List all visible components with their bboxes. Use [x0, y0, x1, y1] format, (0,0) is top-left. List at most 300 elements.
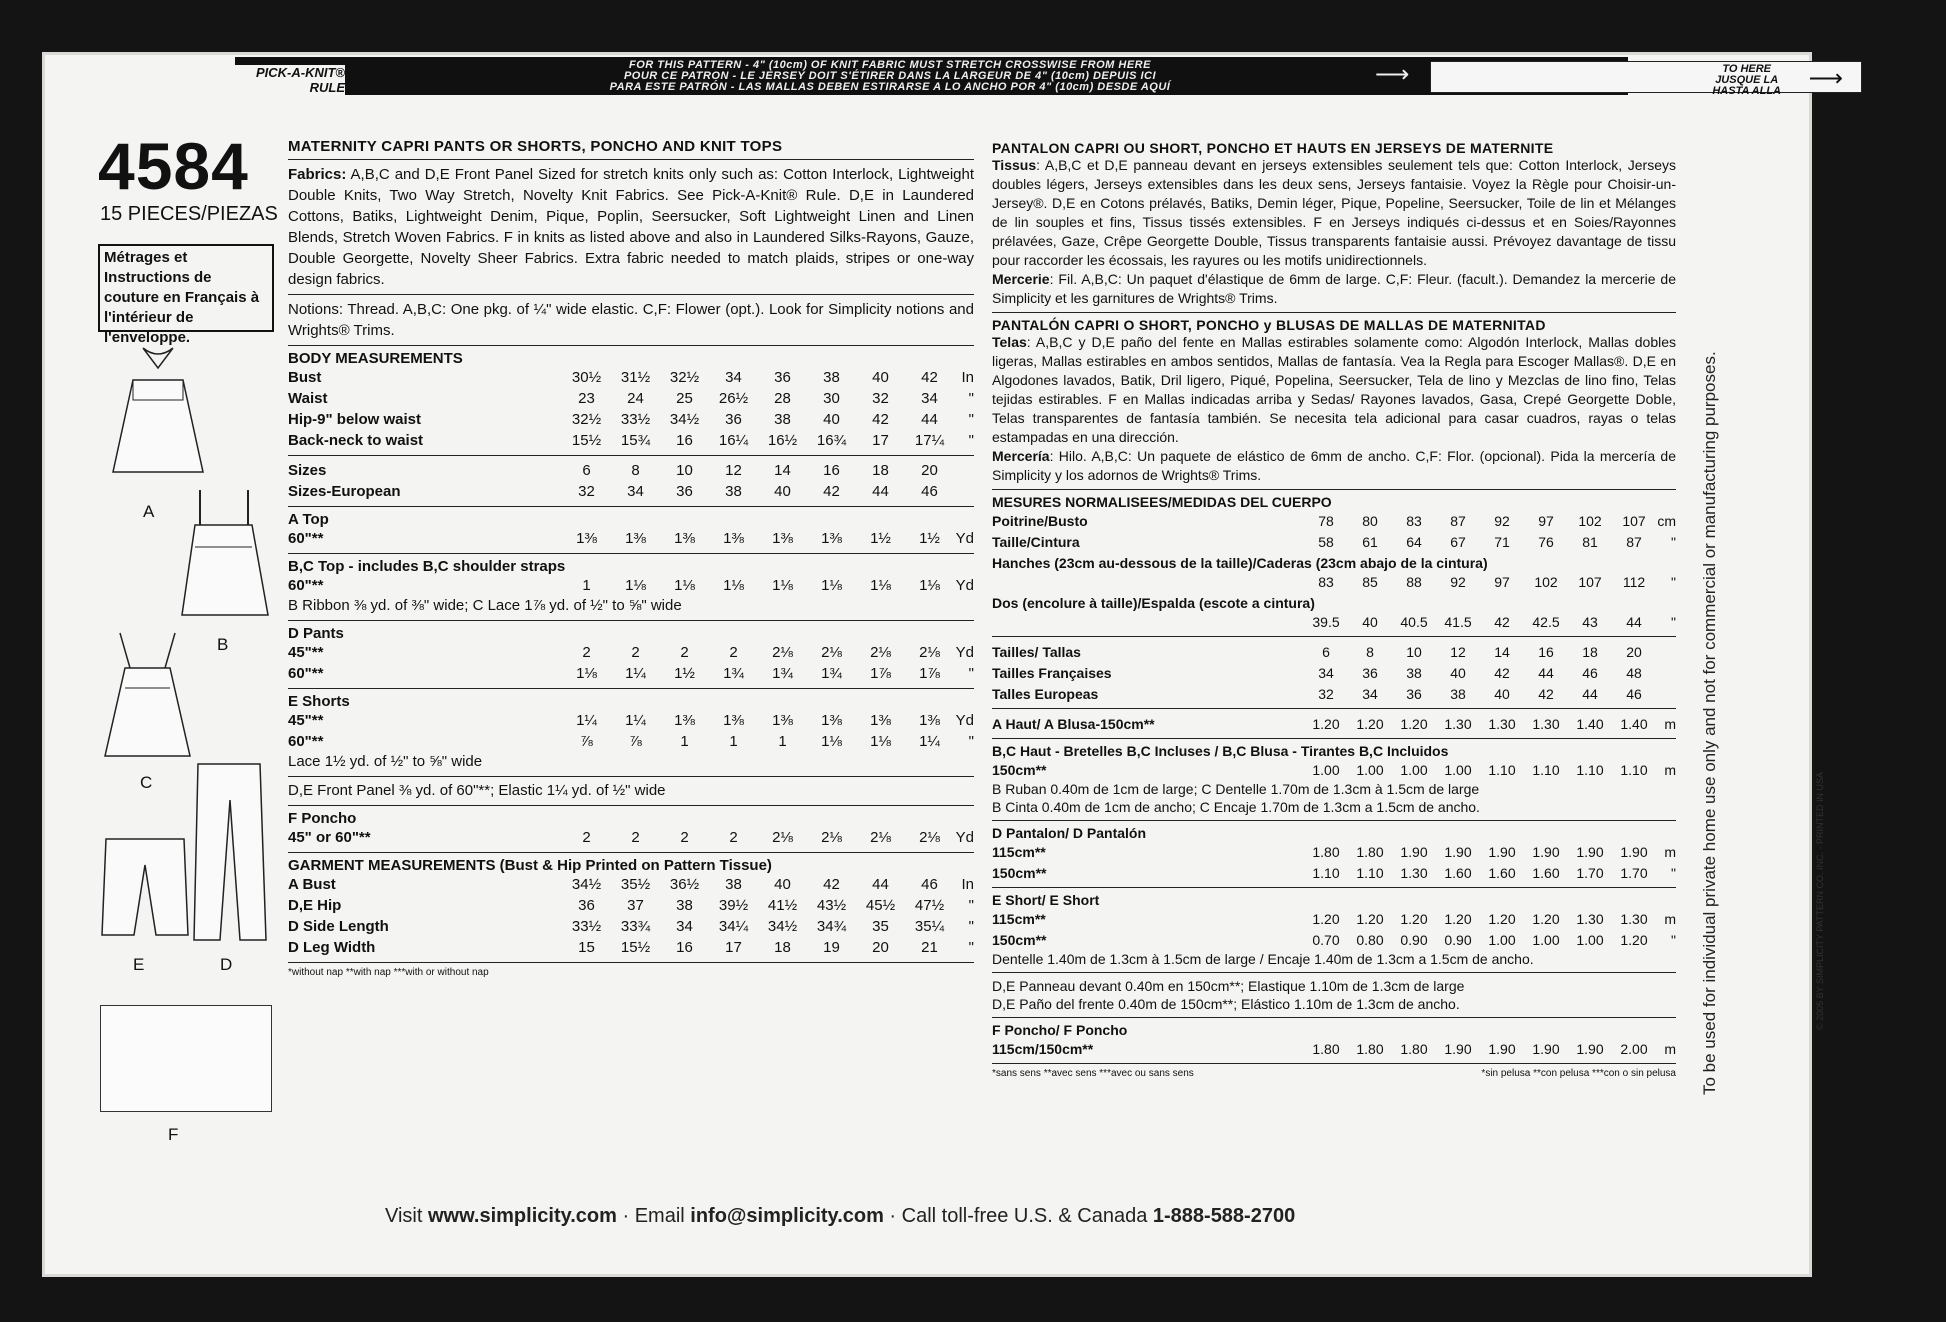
rule-end-box	[1430, 61, 1862, 97]
table-cell: 15½	[620, 939, 651, 956]
table-cell: 1.90	[1400, 843, 1428, 860]
table-cell: 1.80	[1356, 843, 1384, 860]
metric-footnotes: *sans sens **avec sens ***avec ou sans sens *sin pelusa **con pelusa ***con o sin pelusa	[992, 1068, 1676, 1079]
table-cell: 18	[774, 939, 791, 956]
table-cell: 38	[676, 897, 693, 914]
unit-cell	[954, 481, 974, 502]
metric-sizes-table	[992, 641, 1676, 704]
table-cell: 1.60	[1488, 864, 1516, 881]
table-cell: 2	[582, 829, 591, 846]
table-cell: 1.30	[1576, 910, 1604, 927]
table-row	[992, 1038, 1676, 1059]
metric-bc-top-table	[992, 759, 1676, 780]
table-cell: 1.90	[1444, 1040, 1472, 1057]
table-cell: 16½	[767, 432, 798, 449]
garment-measurements-header: GARMENT MEASUREMENTS (Bust & Hip Printed on Pattern Tissue)	[288, 857, 772, 874]
table-cell: 20	[921, 462, 938, 479]
table-cell: 1½	[674, 665, 695, 682]
table-cell: 1.10	[1312, 864, 1340, 881]
table-cell: 42	[823, 876, 840, 893]
table-cell: 32	[578, 483, 595, 500]
table-row	[992, 683, 1676, 704]
view-d-sketch	[190, 760, 270, 945]
row-label: 45"**	[288, 644, 324, 661]
view-f-sketch	[100, 1005, 272, 1112]
table-cell: 40	[872, 369, 889, 386]
table-cell: 1.40	[1620, 715, 1648, 732]
table-cell: 18	[872, 462, 889, 479]
table-cell: 34	[1318, 664, 1334, 681]
table-cell: 58	[1318, 533, 1334, 550]
table-cell: 15¾	[620, 432, 651, 449]
table-cell: 1⅜	[772, 530, 793, 547]
table-cell: 36	[774, 369, 791, 386]
table-cell: 41½	[767, 897, 798, 914]
unit-cell: Yd	[955, 530, 974, 547]
panel-fr: D,E Panneau devant 0.40m en 150cm**; Elastique 1.10m de 1.3cm de large	[992, 978, 1465, 994]
table-cell: 34	[627, 483, 644, 500]
table-cell: 14	[1494, 643, 1510, 660]
table-cell: 1⅜	[821, 530, 842, 547]
table-cell: 1.10	[1356, 864, 1384, 881]
table-row	[288, 710, 974, 731]
table-row	[992, 641, 1676, 662]
table-cell: 67	[1450, 533, 1466, 550]
e-shorts-note: Lace 1½ yd. of ½" to ⅝" wide	[288, 753, 483, 770]
bc-haut-title: B,C Haut - Bretelles B,C Incluses / B,C Blusa - Tirantes B,C Incluidos	[992, 743, 1449, 759]
table-cell: 16	[676, 432, 693, 449]
table-cell: 2	[729, 829, 738, 846]
table-cell: 1.80	[1312, 1040, 1340, 1057]
es-merceria: Mercería: Hilo. A,B,C: Un paquete de elástico de 6mm de ancho. C,F: Flor. (opcional). Pida la mercería de Simplicity y los adornos de Wrights® Trims.	[992, 448, 1676, 483]
table-cell: 32½	[669, 369, 700, 386]
bc-note-es: B Cinta 0.40m de 1cm de ancho; C Encaje 1.70m de 1.3cm a 1.5cm de ancho.	[992, 799, 1480, 815]
table-cell: 41.5	[1444, 613, 1472, 630]
table-cell: 97	[1494, 573, 1510, 590]
unit-cell: "	[968, 733, 974, 750]
table-cell: ⅞	[629, 733, 642, 750]
unit-cell: "	[1671, 864, 1676, 881]
row-label: 115cm**	[992, 843, 1046, 860]
arrow-right-icon: ⟶	[1375, 61, 1410, 88]
table-cell: 32	[1318, 685, 1334, 702]
view-label-e: E	[133, 955, 145, 974]
e-note: Dentelle 1.40m de 1.3cm à 1.5cm de large / Encaje 1.40m de 1.3cm a 1.5cm de ancho.	[992, 951, 1534, 967]
table-cell: 1¾	[723, 665, 744, 682]
row-label: Tailles Françaises	[992, 664, 1112, 681]
table-cell: 1.90	[1620, 843, 1648, 860]
row-label: Talles Europeas	[992, 685, 1099, 702]
table-cell: 61	[1362, 533, 1378, 550]
unit-cell: "	[968, 897, 974, 914]
table-cell: 1⅜	[625, 530, 646, 547]
table-cell: 1¼	[576, 712, 597, 729]
row-label: 45" or 60"**	[288, 829, 371, 846]
row-label	[992, 571, 1304, 592]
bc-top-title: B,C Top - includes B,C shoulder straps	[288, 558, 566, 575]
table-cell: 1.80	[1400, 1040, 1428, 1057]
table-cell: 39½	[718, 897, 749, 914]
table-cell: 1¼	[625, 665, 646, 682]
contact-line: Visit www.simplicity.com · Email info@simplicity.com · Call toll-free U.S. & Canada 1-888-588-2700	[385, 1205, 1296, 1227]
table-row	[288, 642, 974, 663]
bc-top-table	[288, 575, 974, 596]
table-cell: 102	[1578, 512, 1602, 529]
table-row	[288, 874, 974, 895]
row-label: 150cm**	[992, 931, 1047, 948]
rule-label: PICK-A-KNIT® RULE	[235, 65, 345, 95]
table-cell: 16¼	[718, 432, 749, 449]
table-cell: 2	[582, 644, 591, 661]
table-cell: 34¾	[816, 918, 847, 935]
metric-a-top-table	[992, 713, 1676, 734]
table-cell: 1.20	[1356, 715, 1384, 732]
d-pantalon-title: D Pantalon/ D Pantalón	[992, 825, 1147, 841]
table-cell: 30	[823, 390, 840, 407]
table-cell: 1⅛	[870, 577, 891, 594]
metric-back-table	[992, 611, 1676, 632]
table-cell: 6	[1322, 643, 1330, 660]
table-row	[992, 531, 1676, 552]
unit-cell: "	[1671, 573, 1676, 590]
pattern-number: 4584	[98, 129, 249, 203]
table-cell: 42	[1494, 664, 1510, 681]
table-cell: 46	[921, 876, 938, 893]
row-label: Sizes	[288, 462, 327, 479]
table-cell: 15	[578, 939, 595, 956]
row-label: 115cm/150cm**	[992, 1040, 1094, 1057]
table-cell: 36	[1362, 664, 1378, 681]
row-label: 150cm**	[992, 761, 1047, 778]
table-cell: 35	[872, 918, 889, 935]
table-cell: 31½	[620, 369, 651, 386]
table-cell: 1¼	[919, 733, 940, 750]
table-cell: 32	[872, 390, 889, 407]
table-cell: 1.30	[1620, 910, 1648, 927]
table-cell: 88	[1406, 573, 1422, 590]
unit-cell: "	[968, 918, 974, 935]
table-cell: 1¾	[821, 665, 842, 682]
table-cell: 1	[729, 733, 738, 750]
table-cell: 1⅛	[723, 577, 744, 594]
table-cell: 0.90	[1400, 931, 1428, 948]
garment-measurements-table	[288, 874, 974, 958]
table-cell: 44	[872, 483, 889, 500]
table-row	[288, 937, 974, 958]
table-cell: 1.20	[1400, 715, 1428, 732]
table-cell: 87	[1626, 533, 1642, 550]
view-label-a: A	[143, 502, 155, 521]
table-cell: 1.70	[1576, 864, 1604, 881]
rule-text	[440, 60, 1340, 93]
table-cell: 1.00	[1532, 931, 1560, 948]
table-cell: 39.5	[1312, 613, 1340, 630]
unit-cell	[1656, 662, 1676, 683]
fr-tissus: Tissus: A,B,C et D,E panneau devant en jerseys extensibles seulement tels que: Cotton Interlock, Jerseys doubles légers, Jerseys extensibles dans les deux sens, Jerseys fantaisie. Voyez la Règle pour Choisir-un-Jersey®. D,E en Cotons prélavés, Batiks, Demin léger, Pique, Popeline, Seersucker, Toile de lin et Mélanges de lin souples et fins, Tissus tissés extensibles. F en Jerseys indiqués ci-dessus et en Soies/Rayonnes prélavées, Gaze, Crêpe Georgette Double, Tissus transparents fantaisie aussi. Prévoyez davantage de tissu pour raccorder les écossais, les rayures ou les motifs unidirectionnels.	[992, 157, 1676, 268]
french-instructions-box: Métrages et Instructions de couture en Français à l'intérieur de l'enveloppe.	[98, 244, 274, 332]
view-c-sketch	[100, 628, 195, 763]
d-pants-title: D Pants	[288, 625, 344, 642]
copyright-notice: © 2005 BY SIMPLICITY PATTERN CO. INC. · PRINTED IN USA	[1815, 771, 1825, 1030]
table-row	[288, 388, 974, 409]
en-fabrics: Fabrics: A,B,C and D,E Front Panel Sized for stretch knits only such as: Cotton Interlock, Lightweight Double Knits, Two Way Stretch, Novelty Knit Fabrics. See Pick-A-Knit® Rule. D,E in Laundered Cottons, Batiks, Lightweight Denim, Pique, Poplin, Seersucker, Soft Lightweight Linen and Linen Blends, Stretch Woven Fabrics. F in knits as listed above and also in Laundered Silks-Rayons, Gauze, Double Georgette, Novelty Sheer Fabrics. Extra fabric needed to match plaids, stripes or one-way design fabrics.	[288, 166, 974, 288]
row-label: 115cm**	[992, 910, 1046, 927]
hanches-label: Hanches (23cm au-dessous de la taille)/Caderas (23cm abajo de la cintura)	[992, 555, 1488, 571]
table-cell: 1.20	[1444, 910, 1472, 927]
table-row	[288, 409, 974, 430]
table-cell: 40	[823, 411, 840, 428]
metric-d-table	[992, 841, 1676, 883]
pieces-count: 15 PIECES/PIEZAS	[100, 203, 278, 225]
table-cell: 1¾	[772, 665, 793, 682]
e-shorts-title: E Shorts	[288, 693, 350, 710]
table-cell: 64	[1406, 533, 1422, 550]
unit-cell	[1656, 641, 1676, 662]
a-top-title: A Top	[288, 511, 329, 528]
rule-line-es: PARA ESTE PATRÓN - LAS MALLAS DEBEN ESTIRARSE A LO ANCHO POR 4" (10cm) DESDE AQUÍ	[609, 81, 1171, 93]
table-cell: 40	[1362, 613, 1378, 630]
table-cell: 1⅜	[919, 712, 940, 729]
table-cell: 1.40	[1576, 715, 1604, 732]
table-cell: 81	[1582, 533, 1598, 550]
table-cell: 36	[1406, 685, 1422, 702]
rule-line-en: FOR THIS PATTERN - 4" (10cm) OF KNIT FABRIC MUST STRETCH CROSSWISE FROM HERE	[629, 59, 1151, 71]
table-cell: 17	[725, 939, 742, 956]
table-cell: 33¾	[620, 918, 651, 935]
table-cell: 20	[872, 939, 889, 956]
table-row	[992, 841, 1676, 862]
table-cell: 42	[872, 411, 889, 428]
unit-cell: Yd	[955, 829, 974, 846]
table-cell: 107	[1578, 573, 1602, 590]
table-cell: 10	[1406, 643, 1422, 660]
table-cell: 1.30	[1532, 715, 1560, 732]
f-poncho-title: F Poncho	[288, 810, 357, 827]
table-cell: 0.70	[1312, 931, 1340, 948]
table-cell: 83	[1406, 512, 1422, 529]
table-cell: 44	[872, 876, 889, 893]
table-row	[288, 481, 974, 502]
table-cell: 16	[1538, 643, 1554, 660]
table-cell: 1½	[919, 530, 940, 547]
table-cell: 0.80	[1356, 931, 1384, 948]
table-cell: 48	[1626, 664, 1642, 681]
table-cell: 92	[1450, 573, 1466, 590]
table-cell: 43½	[816, 897, 847, 914]
table-cell: 42	[1538, 685, 1554, 702]
table-cell: 1⅜	[674, 530, 695, 547]
row-label: D Side Length	[288, 918, 389, 935]
unit-cell: In	[961, 876, 974, 893]
table-cell: 46	[1582, 664, 1598, 681]
table-cell: 1.10	[1620, 761, 1648, 778]
table-cell: 10	[676, 462, 693, 479]
row-label: D,E Hip	[288, 897, 342, 914]
view-label-d: D	[220, 955, 233, 974]
metric-bust-waist-table	[992, 510, 1676, 552]
table-row	[288, 575, 974, 596]
table-cell: 1.00	[1356, 761, 1384, 778]
table-cell: 2	[631, 644, 640, 661]
table-cell: 16	[676, 939, 693, 956]
table-cell: 1.00	[1444, 761, 1472, 778]
table-cell: 16	[823, 462, 840, 479]
email-link[interactable]: info@simplicity.com	[690, 1205, 884, 1227]
table-cell: 46	[1626, 685, 1642, 702]
unit-cell: "	[1671, 533, 1676, 550]
table-cell: 12	[1450, 643, 1466, 660]
table-cell: 2⅛	[772, 829, 793, 846]
e-short-title: E Short/ E Short	[992, 892, 1100, 908]
table-cell: 78	[1318, 512, 1334, 529]
table-cell: 1.20	[1312, 715, 1340, 732]
table-row	[288, 731, 974, 752]
row-label: Back-neck to waist	[288, 432, 424, 449]
table-cell: 2⅛	[870, 644, 891, 661]
table-row	[288, 367, 974, 388]
row-label: Taille/Cintura	[992, 533, 1080, 550]
unit-cell: "	[968, 390, 974, 407]
view-b-sketch	[180, 485, 270, 620]
phone-number: 1-888-588-2700	[1152, 1205, 1296, 1227]
es-telas: Telas: A,B,C y D,E paño del fente en Mallas estirables solamente como: Algodón Interlock, Mallas dobles ligeras, Mallas estirables en ambos sentidos, Mallas de fantasía. Vea la Regla para Escoger Mallas®. D,E en Algodones lavados, Batik, Dril ligero, Piqué, Popelina, Seersucker, Tela de lino y Mezclas de lino fino, Telas tejidas estirables. F en Mallas indicadas arriba y Sedas/ Rayones lavados, Gasa, Crepé Georgette Doble, Telas transparentes de fantasía también. Se necesita tela adicional para casar cuadros, rayas o telas estampadas en una dirección.	[992, 334, 1676, 445]
table-cell: 1.90	[1488, 843, 1516, 860]
row-label: A Bust	[288, 876, 336, 893]
bc-note-fr: B Ruban 0.40m de 1cm de large; C Dentelle 1.70m de 1.3cm à 1.5cm de large	[992, 781, 1480, 797]
unit-cell: "	[1671, 613, 1676, 630]
table-cell: 2⅛	[870, 829, 891, 846]
table-cell: 1.30	[1488, 715, 1516, 732]
table-cell: 36	[676, 483, 693, 500]
table-cell: 1.00	[1400, 761, 1428, 778]
table-cell: 34	[921, 390, 938, 407]
table-cell: 34½	[669, 411, 700, 428]
metric-e-table	[992, 908, 1676, 950]
table-cell: 14	[774, 462, 791, 479]
table-cell: 83	[1318, 573, 1334, 590]
table-row	[288, 528, 974, 549]
table-cell: 1⅛	[870, 733, 891, 750]
table-cell: 97	[1538, 512, 1554, 529]
unit-cell: m	[1664, 843, 1676, 860]
body-measurements-header: BODY MEASUREMENTS	[288, 350, 463, 367]
table-cell: 21	[921, 939, 938, 956]
table-row	[992, 908, 1676, 929]
english-column	[288, 138, 974, 978]
table-cell: 44	[1626, 613, 1642, 630]
table-cell: 38	[823, 369, 840, 386]
table-row	[288, 663, 974, 684]
table-cell: 1⅜	[723, 712, 744, 729]
table-cell: 17¼	[914, 432, 945, 449]
table-cell: 1.90	[1488, 1040, 1516, 1057]
table-cell: 40	[774, 876, 791, 893]
pick-a-knit-rule	[235, 57, 1843, 97]
table-cell: 33½	[571, 918, 602, 935]
table-row	[992, 862, 1676, 883]
arrow-right-icon: ⟶	[1808, 65, 1843, 92]
sizes-table	[288, 460, 974, 502]
view-e-sketch	[100, 835, 190, 940]
table-cell: 44	[1582, 685, 1598, 702]
table-cell: 1⅞	[919, 665, 940, 682]
table-cell: 87	[1450, 512, 1466, 529]
table-cell: 30½	[571, 369, 602, 386]
table-cell: 2⅛	[919, 644, 940, 661]
table-cell: 34½	[571, 876, 602, 893]
table-cell: 2	[680, 829, 689, 846]
table-cell: 76	[1538, 533, 1554, 550]
table-cell: 1⅜	[772, 712, 793, 729]
unit-cell: "	[968, 411, 974, 428]
table-cell: 2⅛	[772, 644, 793, 661]
table-cell: 34	[676, 918, 693, 935]
table-cell: 18	[1582, 643, 1598, 660]
row-label: A Haut/ A Blusa-150cm**	[992, 715, 1155, 732]
table-cell: 44	[1538, 664, 1554, 681]
table-cell: 1.00	[1488, 931, 1516, 948]
e-shorts-table	[288, 710, 974, 752]
table-cell: 34½	[767, 918, 798, 935]
table-cell: 32½	[571, 411, 602, 428]
row-label: 60"**	[288, 733, 324, 750]
table-cell: 47½	[914, 897, 945, 914]
table-cell: 6	[582, 462, 591, 479]
table-cell: 1	[582, 577, 591, 594]
table-cell: 2	[680, 644, 689, 661]
table-cell: 36½	[669, 876, 700, 893]
row-label: 45"**	[288, 712, 324, 729]
row-label: Tailles/ Tallas	[992, 643, 1081, 660]
row-label: Hip-9" below waist	[288, 411, 421, 428]
table-cell: 1⅛	[821, 577, 842, 594]
table-cell: 42	[823, 483, 840, 500]
metric-f-table	[992, 1038, 1676, 1059]
rule-line-fr: POUR CE PATRON - LE JERSEY DOIT S'ÉTIRER DANS LA LARGEUR DE 4" (10cm) DEPUIS ICI	[623, 70, 1157, 82]
view-label-c: C	[140, 773, 153, 792]
table-cell: 107	[1622, 512, 1646, 529]
table-row	[992, 611, 1676, 632]
table-cell: 15½	[571, 432, 602, 449]
table-cell: 112	[1622, 573, 1646, 590]
en-notions: Notions: Thread. A,B,C: One pkg. of ¼" wide elastic. C,F: Flower (opt.). Look for Simplicity notions and Wrights® Trims.	[288, 301, 974, 339]
table-cell: 1⅜	[674, 712, 695, 729]
table-cell: 33½	[620, 411, 651, 428]
en-title: MATERNITY CAPRI PANTS OR SHORTS, PONCHO AND KNIT TOPS	[288, 138, 783, 155]
website-link[interactable]: www.simplicity.com	[427, 1205, 617, 1227]
table-cell: 23	[578, 390, 595, 407]
table-cell: 1⅛	[821, 733, 842, 750]
table-cell: 1⅞	[870, 665, 891, 682]
table-cell: 2⅛	[821, 644, 842, 661]
table-row	[288, 916, 974, 937]
to-here-label: TO HERE JUSQUE LA HASTA ALLA	[1712, 63, 1781, 97]
unit-cell	[954, 460, 974, 481]
row-label: Bust	[288, 369, 322, 386]
row-label: Poitrine/Busto	[992, 512, 1088, 529]
de-front-panel: D,E Front Panel ⅜ yd. of 60"**; Elastic 1¼ yd. of ½" wide	[288, 782, 666, 799]
table-cell: 34	[725, 369, 742, 386]
table-cell: 19	[823, 939, 840, 956]
row-label: 60"**	[288, 577, 324, 594]
table-cell: 16¾	[816, 432, 847, 449]
table-cell: 1.80	[1312, 843, 1340, 860]
table-cell: 43	[1582, 613, 1598, 630]
table-cell: 24	[627, 390, 644, 407]
row-label: D Leg Width	[288, 939, 376, 956]
table-cell: 1.20	[1488, 910, 1516, 927]
fr-es-column	[992, 140, 1676, 1079]
